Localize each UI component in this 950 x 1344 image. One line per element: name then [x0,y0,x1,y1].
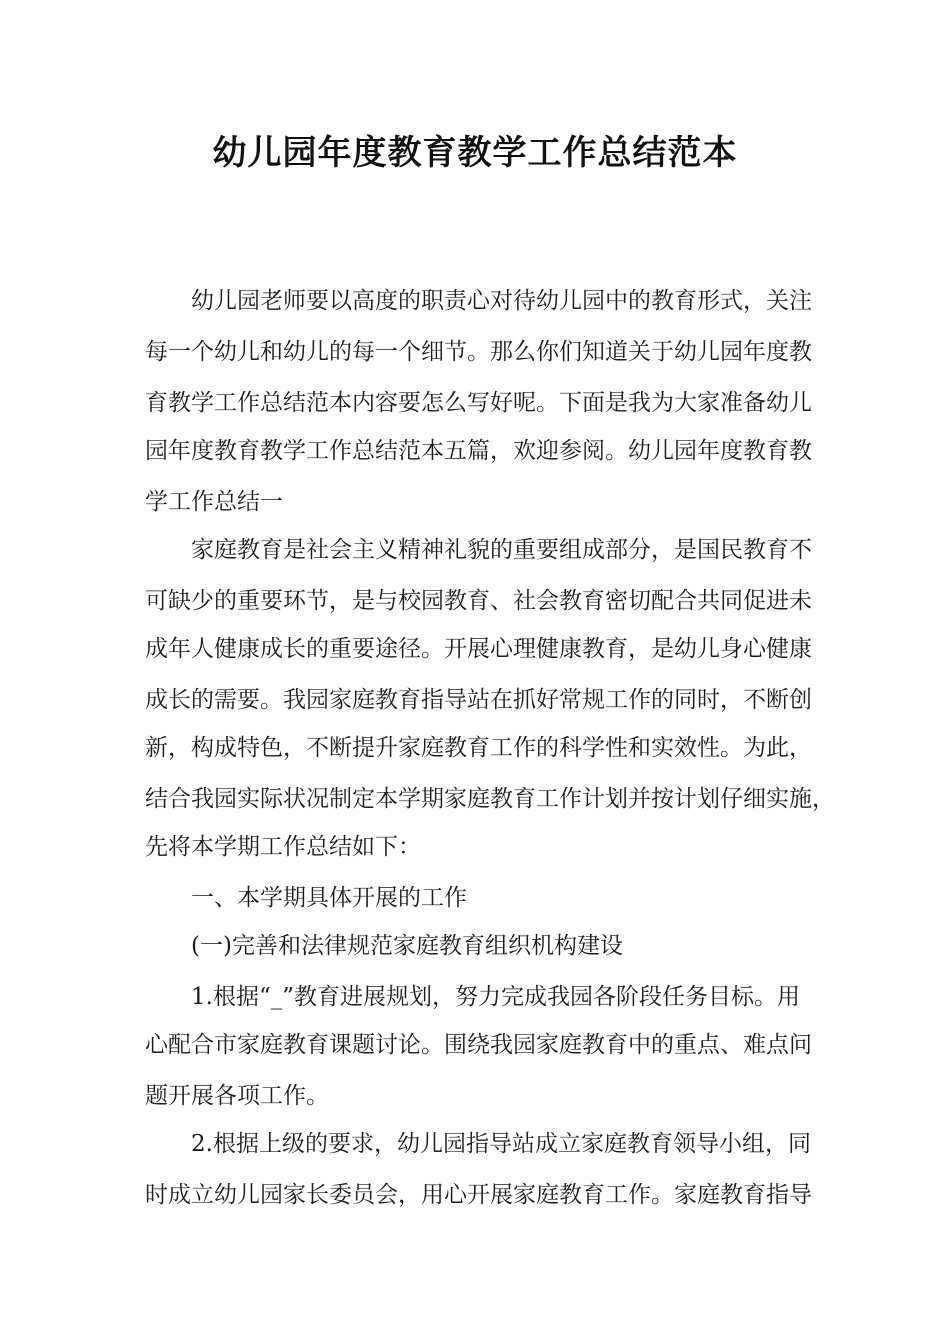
paragraph-line: 成长的需要。我园家庭教育指导站在抓好常规工作的同时，不断创 [145,687,812,713]
paragraph-line: 时成立幼儿园家长委员会，用心开展家庭教育工作。家庭教育指导 [145,1182,812,1208]
paragraph-line: 园年度教育教学工作总结范本五篇，欢迎参阅。幼儿园年度教育教 [145,438,812,464]
paragraph-line: 1.根据“_”教育进展规划，努力完成我园各阶段任务目标。用 [191,984,800,1010]
paragraph-line: 幼儿园老师要以高度的职责心对待幼儿园中的教育形式，关注 [191,288,812,314]
paragraph-line: 学工作总结一 [145,489,283,515]
paragraph-line: 成年人健康成长的重要途径。开展心理健康教育，是幼儿身心健康 [145,636,812,662]
paragraph-line: 题开展各项工作。 [145,1083,329,1109]
section-heading: 一、本学期具体开展的工作 [191,885,467,911]
paragraph-line: 可缺少的重要环节，是与校园教育、社会教育密切配合共同促进未 [145,588,812,614]
paragraph-line: 心配合市家庭教育课题讨论。围绕我园家庭教育中的重点、难点问 [145,1032,812,1058]
subsection-heading: (一)完善和法律规范家庭教育组织机构建设 [191,933,623,959]
paragraph-line: 结合我园实际状况制定本学期家庭教育工作计划并按计划仔细实施， [145,786,835,812]
paragraph-line: 2.根据上级的要求，幼儿园指导站成立家庭教育领导小组，同 [191,1131,811,1157]
paragraph-line: 新，构成特色，不断提升家庭教育工作的科学性和实效性。为此， [145,735,812,761]
paragraph-line: 家庭教育是社会主义精神礼貌的重要组成部分，是国民教育不 [191,537,812,563]
paragraph-line: 先将本学期工作总结如下： [145,834,421,860]
paragraph-line: 育教学工作总结范本内容要怎么写好呢。下面是我为大家准备幼儿 [145,390,812,416]
document-title: 幼儿园年度教育教学工作总结范本 [212,133,738,173]
paragraph-line: 每一个幼儿和幼儿的每一个细节。那么你们知道关于幼儿园年度教 [145,339,812,365]
